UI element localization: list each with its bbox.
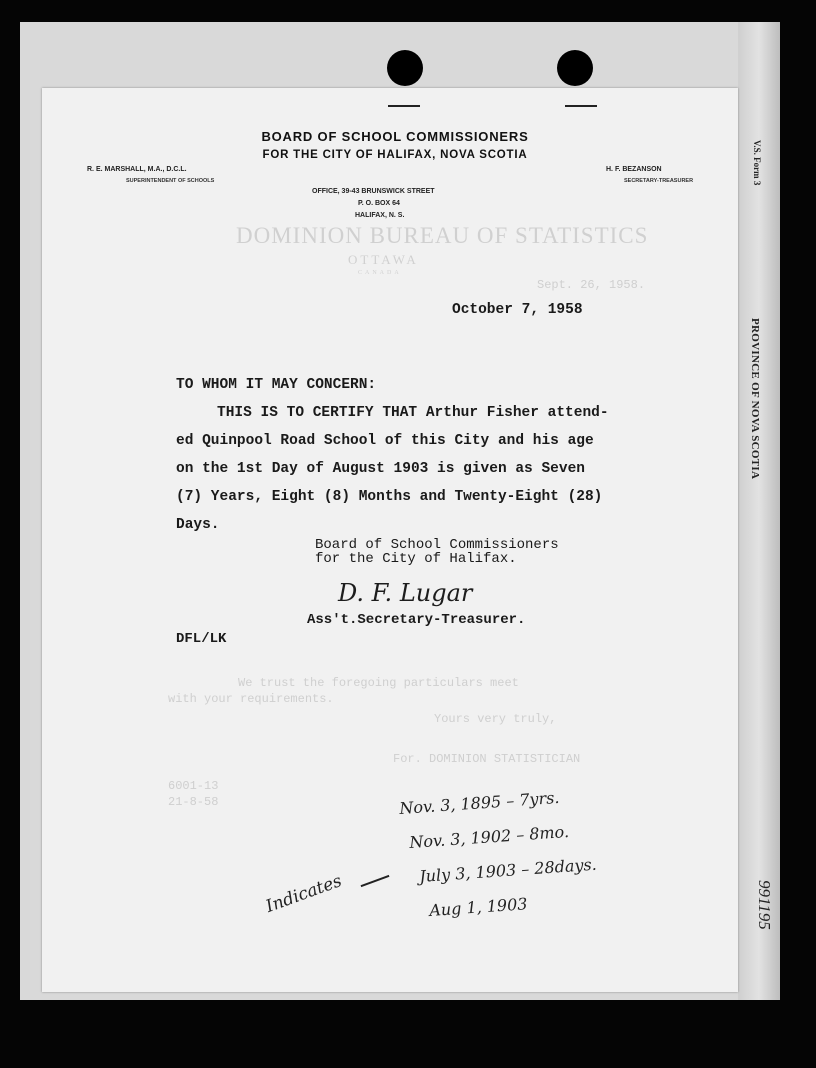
signer-title: Ass't.Secretary-Treasurer. — [307, 612, 526, 628]
ghost-for: For. DOMINION STATISTICIAN — [393, 752, 581, 766]
handwritten-line: July 3, 1903 – 28days. — [418, 854, 598, 886]
letterhead-title-1: BOARD OF SCHOOL COMMISSIONERS — [261, 129, 529, 144]
punch-hole — [557, 50, 593, 86]
ghost-closing-2: with your requirements. — [168, 692, 334, 706]
ghost-closing-1: We trust the foregoing particulars meet — [238, 676, 519, 690]
file-number: 991195 — [755, 880, 774, 930]
salutation: TO WHOM IT MAY CONCERN: — [176, 377, 377, 393]
superintendent-role: SUPERINTENDENT OF SCHOOLS — [126, 178, 215, 184]
handwritten-label: Indicates — [263, 871, 345, 917]
po-box: P. O. BOX 64 — [358, 200, 400, 207]
punch-hole — [387, 50, 423, 86]
ghost-heading: DOMINION BUREAU OF STATISTICS — [236, 223, 649, 248]
signature: D. F. Lugar — [338, 579, 473, 607]
letterhead-title-2: FOR THE CITY OF HALIFAX, NOVA SCOTIA — [262, 149, 528, 161]
office-address: OFFICE, 39-43 BRUNSWICK STREET — [312, 188, 435, 195]
ghost-ref1: 6001-13 — [168, 779, 219, 793]
ghost-date: Sept. 26, 1958. — [537, 278, 646, 292]
body-line: on the 1st Day of August 1903 is given as Seven — [176, 461, 585, 477]
handwritten-line: Nov. 3, 1902 – 8mo. — [408, 821, 570, 852]
body-line: THIS IS TO CERTIFY THAT Arthur Fisher attend- — [217, 405, 609, 421]
fold-mark — [565, 105, 597, 107]
handwritten-line: Aug 1, 1903 — [428, 894, 529, 920]
ghost-city: OTTAWA — [348, 252, 419, 267]
typist-initials: DFL/LK — [176, 631, 227, 647]
body-line: ed Quinpool Road School of this City and his age — [176, 433, 594, 449]
form-label: V.S. Form 3 — [752, 140, 762, 186]
letter-date: October 7, 1958 — [452, 302, 583, 318]
secretary-name: H. F. BEZANSON — [606, 166, 662, 173]
ghost-yours: Yours very truly, — [434, 712, 557, 726]
ghost-country: CANADA — [358, 270, 402, 276]
ghost-ref2: 21-8-58 — [168, 795, 219, 809]
fold-mark — [388, 105, 420, 107]
signoff-line-1: Board of School Commissioners — [315, 537, 559, 553]
province-label: PROVINCE OF NOVA SCOTIA — [749, 318, 761, 480]
handwritten-line: Nov. 3, 1895 – 7yrs. — [398, 787, 560, 818]
signoff-line-2: for the City of Halifax. — [315, 551, 517, 567]
office-city: HALIFAX, N. S. — [355, 212, 405, 219]
body-line: Days. — [176, 517, 220, 533]
superintendent-name: R. E. MARSHALL, M.A., D.C.L. — [87, 166, 187, 173]
body-line: (7) Years, Eight (8) Months and Twenty-Eight (28) — [176, 489, 603, 505]
secretary-role: SECRETARY-TREASURER — [624, 178, 694, 184]
